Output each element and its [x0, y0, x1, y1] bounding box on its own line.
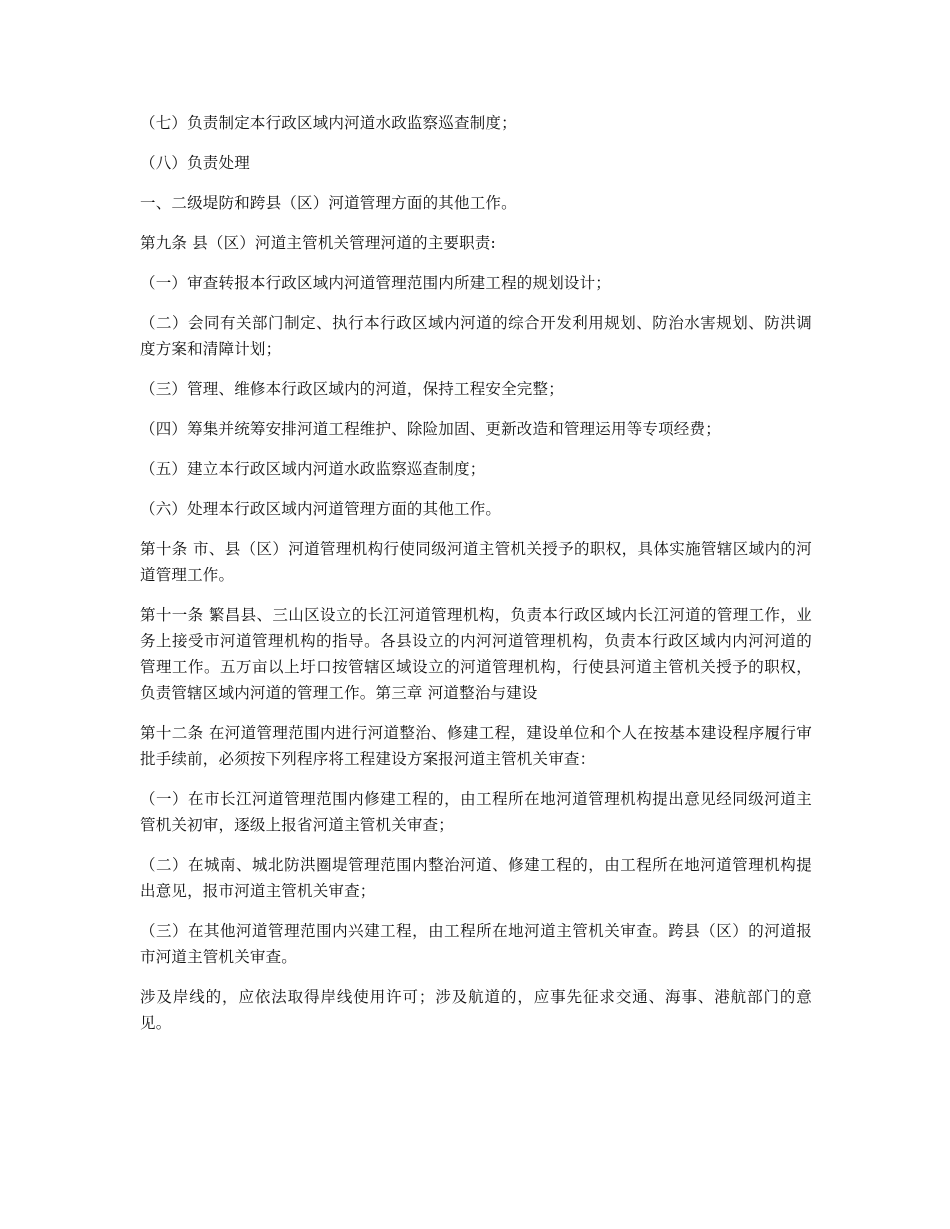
article-11: 第十一条 繁昌县、三山区设立的长江河道管理机构，负责本行政区域内长江河道的管理工作，业务上接受市河道管理机构的指导。各县设立的内河河道管理机构，负责本行政区域内内河河道的管理工作。五万亩以上圩口按管辖区域设立的河道管理机构，行使县河道主管机关授予的职权，负责管辖区域内河道的管理工作。第三章 河道整治与建设: [140, 606, 812, 702]
article-10: 第十条 市、县（区）河道管理机构行使同级河道主管机关授予的职权，具体实施管辖区域内的河道管理工作。: [140, 540, 812, 584]
article-9-item-4: （四）筹集并统筹安排河道工程维护、除险加固、更新改造和管理运用等专项经费；: [140, 420, 721, 438]
article-9-item-2: （二）会同有关部门制定、执行本行政区域内河道的综合开发利用规划、防治水害规划、防洪调度方案和清障计划；: [140, 314, 812, 358]
article-9-item-1: （一）审查转报本行政区域内河道管理范围内所建工程的规划设计；: [140, 274, 612, 292]
paragraph-continuation: 一、二级堤防和跨县（区）河道管理方面的其他工作。: [140, 194, 517, 212]
article-9-item-6: （六）处理本行政区域内河道管理方面的其他工作。: [140, 500, 502, 518]
article-12-item-3: （三）在其他河道管理范围内兴建工程，由工程所在地河道主管机关审查。跨县（区）的河道报市河道主管机关审查。: [140, 922, 812, 966]
article-12: 第十二条 在河道管理范围内进行河道整治、修建工程，建设单位和个人在按基本建设程序履行审批手续前，必须按下列程序将工程建设方案报河道主管机关审查：: [140, 724, 812, 768]
document-body: [140, 110, 812, 1050]
article-12-note: 涉及岸线的，应依法取得岸线使用许可；涉及航道的，应事先征求交通、海事、港航部门的意见。: [140, 988, 812, 1032]
paragraph-item-7: （七）负责制定本行政区域内河道水政监察巡查制度；: [140, 114, 517, 132]
paragraph-item-8: （八）负责处理: [140, 154, 250, 172]
article-12-item-1: （一）在市长江河道管理范围内修建工程的，由工程所在地河道管理机构提出意见经同级河道主管机关初审，逐级上报省河道主管机关审查；: [140, 790, 812, 834]
article-9-item-3: （三）管理、维修本行政区域内的河道，保持工程安全完整；: [140, 380, 564, 398]
article-9-heading: 第九条 县（区）河道主管机关管理河道的主要职责:: [140, 234, 496, 252]
article-12-item-2: （二）在城南、城北防洪圈堤管理范围内整治河道、修建工程的，由工程所在地河道管理机构提出意见，报市河道主管机关审查；: [140, 856, 812, 900]
article-9-item-5: （五）建立本行政区域内河道水政监察巡查制度；: [140, 460, 486, 478]
